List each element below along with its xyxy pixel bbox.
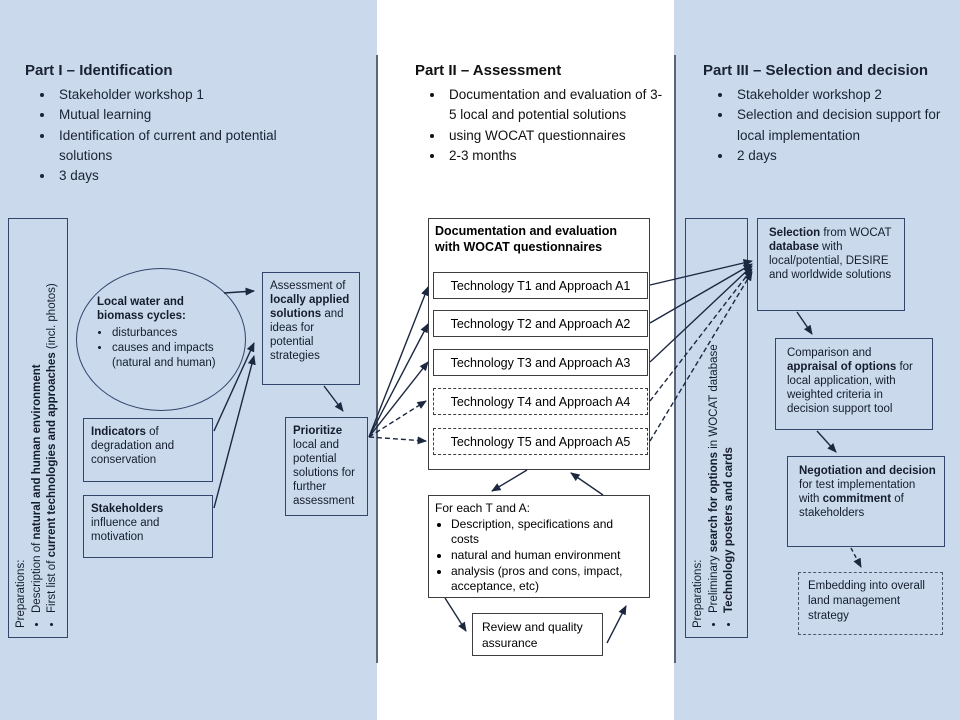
stakeholders-box: Stakeholders influence and motivation xyxy=(83,495,213,558)
bullet-item: • 2 days xyxy=(733,146,953,166)
bullet-item: • Mutual learning xyxy=(55,105,280,125)
technology-t3-box: Technology T3 and Approach A3 xyxy=(433,349,648,376)
arrow-negotiation-to-embedding-dashed xyxy=(851,548,861,567)
bullet-item: • Selection and decision support for local implementation xyxy=(733,105,953,146)
bullet-item: • natural and human environment xyxy=(451,548,643,563)
technology-t2-box: Technology T2 and Approach A2 xyxy=(433,310,648,337)
arrow-ellipse-to-assessment xyxy=(224,291,254,293)
selection-box: Selection from WOCAT database with local/potential, DESIRE and worldwide solutions xyxy=(757,218,905,311)
part3-header xyxy=(703,62,953,166)
prioritize-box: Prioritize local and potential solutions for further assessment xyxy=(285,417,368,516)
right-preparations-list xyxy=(707,227,737,628)
right-preparations-sidebar xyxy=(685,218,748,638)
arrow-comparison-to-negotiation xyxy=(817,431,836,452)
bullet-item: • 2-3 months xyxy=(445,146,665,166)
column-separator-right xyxy=(674,55,676,663)
part3-bullet-list xyxy=(703,85,953,166)
assessment-box: Assessment of locally applied solutions and ideas for potential strategies xyxy=(262,272,360,385)
bullet-item: • analysis (pros and cons, impact, acceptance, etc) xyxy=(451,564,643,594)
bullet-item: • Preliminary search for options in WOCAT database xyxy=(707,227,722,613)
indicators-box: Indicators of degradation and conservation xyxy=(83,418,213,482)
review-box: Review and quality assurance xyxy=(472,613,603,656)
for-each-list xyxy=(435,517,643,594)
part1-title: Part I – Identification xyxy=(25,62,173,79)
bullet-item: • 3 days xyxy=(55,166,280,186)
part1-bullet-list xyxy=(25,85,280,186)
documentation-title: Documentation and evaluation with WOCAT questionnaires xyxy=(435,224,617,254)
local-cycles-title: Local water and biomass cycles: xyxy=(97,296,186,323)
part2-header xyxy=(415,62,665,166)
bullet-item: • disturbances xyxy=(111,326,231,340)
local-cycles-ellipse xyxy=(76,268,246,411)
left-preparations-content xyxy=(9,219,65,636)
embedding-box: Embedding into overall land management strategy xyxy=(798,572,943,635)
bullet-item: • First list of current technologies and approaches (incl. photos) xyxy=(45,227,60,613)
bullet-item: • Description, specifications and costs xyxy=(451,517,643,547)
right-preparations-content xyxy=(686,219,745,636)
left-preparations-list xyxy=(30,227,60,628)
arrow-assessment-to-prioritize xyxy=(324,386,343,411)
bullet-item: • Identification of current and potential solutions xyxy=(55,126,280,167)
column-separator-left xyxy=(376,55,378,663)
arrow-selection-to-comparison xyxy=(797,312,812,334)
local-cycles-list xyxy=(97,326,231,370)
bullet-item: • Description of natural and human environment xyxy=(30,227,45,613)
part3-title: Part III – Selection and decision xyxy=(703,62,929,79)
bullet-item: • Technology posters and cards xyxy=(722,227,737,613)
right-preparations-title: Preparations: xyxy=(692,559,704,628)
part1-header xyxy=(25,62,280,186)
bullet-item: • Stakeholder workshop 2 xyxy=(733,85,953,105)
left-preparations-title: Preparations: xyxy=(15,559,27,628)
part2-bullet-list xyxy=(415,85,665,166)
bullet-item: • using WOCAT questionnaires xyxy=(445,126,665,146)
bullet-item: • causes and impacts (natural and human) xyxy=(111,341,231,370)
left-preparations-sidebar xyxy=(8,218,68,638)
bullet-item: • Documentation and evaluation of 3-5 local and potential solutions xyxy=(445,85,665,126)
technology-t1-box: Technology T1 and Approach A1 xyxy=(433,272,648,299)
bullet-item: • Stakeholder workshop 1 xyxy=(55,85,280,105)
for-each-title: For each T and A: xyxy=(435,501,530,515)
negotiation-box: Negotiation and decision for test implementation with commitment of stakeholders xyxy=(787,456,945,547)
part2-title: Part II – Assessment xyxy=(415,62,562,79)
for-each-box xyxy=(428,495,650,598)
technology-t5-box: Technology T5 and Approach A5 xyxy=(433,428,648,455)
technology-t4-box: Technology T4 and Approach A4 xyxy=(433,388,648,415)
comparison-box: Comparison and appraisal of options for local application, with weighted criteria in decision support tool xyxy=(775,338,933,430)
